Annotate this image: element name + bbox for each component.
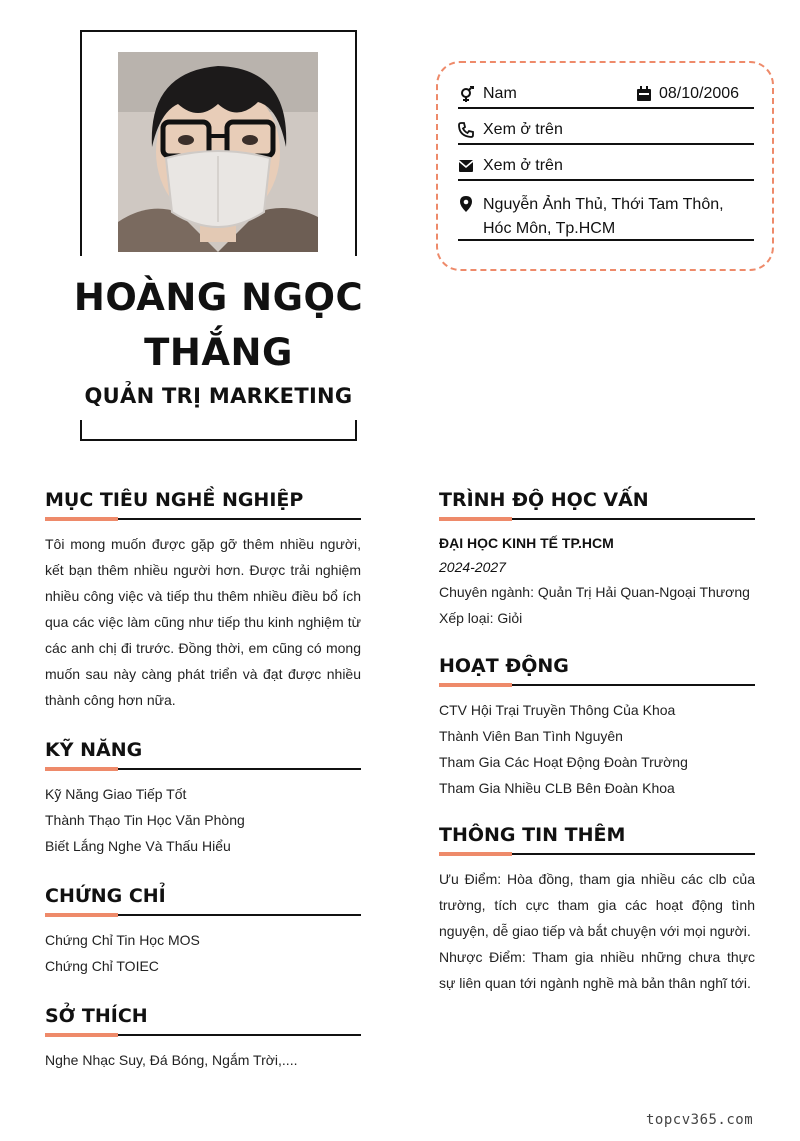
section-divider bbox=[45, 767, 361, 771]
school-name: ĐẠI HỌC KINH TẾ TP.HCM bbox=[439, 535, 614, 551]
section-hobbies bbox=[45, 1003, 361, 1073]
section-education bbox=[439, 487, 755, 631]
name-block bbox=[73, 30, 364, 441]
section-divider bbox=[439, 517, 755, 521]
phone-icon bbox=[458, 122, 474, 138]
gender-value: Nam bbox=[483, 85, 517, 102]
list-item: CTV Hội Trại Truyền Thông Của Khoa bbox=[439, 702, 676, 718]
section-divider bbox=[439, 683, 755, 687]
list-item: Chứng Chỉ Tin Học MOS bbox=[45, 932, 200, 948]
list-item: Kỹ Năng Giao Tiếp Tốt bbox=[45, 786, 187, 802]
email-value: Xem ở trên bbox=[483, 157, 563, 174]
birthday-value: 08/10/2006 bbox=[659, 85, 740, 102]
list-item: Biết Lắng Nghe Và Thấu Hiểu bbox=[45, 838, 231, 854]
section-divider bbox=[45, 517, 361, 521]
section-divider bbox=[45, 913, 361, 917]
section-title: TRÌNH ĐỘ HỌC VẤN bbox=[439, 489, 649, 511]
frame-line bbox=[355, 30, 357, 256]
address-value: Nguyễn Ảnh Thủ, Thới Tam Thôn, Hóc Môn, Tp.HCM bbox=[483, 196, 724, 237]
contact-box bbox=[436, 61, 774, 271]
section-activities bbox=[439, 653, 755, 801]
section-skills bbox=[45, 737, 361, 859]
profile-photo bbox=[118, 52, 318, 252]
study-years: 2024-2027 bbox=[439, 559, 506, 575]
location-icon bbox=[458, 196, 474, 212]
section-certificates bbox=[45, 883, 361, 979]
frame-line bbox=[355, 420, 357, 441]
section-title: THÔNG TIN THÊM bbox=[439, 824, 626, 846]
email-icon bbox=[458, 158, 474, 174]
section-divider bbox=[439, 852, 755, 856]
rank: Xếp loại: Giỏi bbox=[439, 610, 523, 626]
contact-row-gender-birthday bbox=[458, 81, 754, 109]
list-item: Thành Thạo Tin Học Văn Phòng bbox=[45, 812, 245, 828]
list-item: Tham Gia Các Hoạt Động Đoàn Trường bbox=[439, 754, 688, 770]
frame-line bbox=[80, 30, 82, 256]
frame-line bbox=[80, 439, 357, 441]
objective-text: Tôi mong muốn được gặp gỡ thêm nhiều người, kết bạn thêm nhiều người hơn. Được trải nghiệm nhiều công việc và tiếp thu thêm nhiều điều bổ ích qua các việc làm cũng như tiếp thu kinh nghiệm từ các anh chị đi trước. Đồng thời, em cũng có mong muốn sau này càng phát triển và đạt được nhiều thành công hơn nữa. bbox=[45, 536, 361, 708]
full-name: HOÀNG NGỌC THẮNG bbox=[73, 276, 364, 374]
section-divider bbox=[45, 1033, 361, 1037]
strengths-text: Ưu Điểm: Hòa đồng, tham gia nhiều các clb của trường, tích cực tham gia các hoạt động tình nguyện, dễ giao tiếp và bắt chuyện với mọi người. bbox=[439, 871, 755, 939]
section-title: KỸ NĂNG bbox=[45, 739, 143, 761]
job-title: QUẢN TRỊ MARKETING bbox=[84, 384, 353, 408]
section-objective bbox=[45, 487, 361, 713]
site-watermark: topcv365.com bbox=[646, 1112, 754, 1128]
section-title: CHỨNG CHỈ bbox=[45, 885, 166, 907]
gender-icon bbox=[458, 86, 474, 102]
weaknesses-text: Nhược Điểm: Tham gia nhiều những chưa thực sự liên quan tới ngành nghề mà bản thân nghĩ tới. bbox=[439, 949, 755, 991]
contact-row-email bbox=[458, 153, 754, 181]
list-item: Thành Viên Ban Tình Nguyên bbox=[439, 728, 623, 744]
calendar-icon bbox=[636, 86, 652, 102]
section-title: HOẠT ĐỘNG bbox=[439, 655, 569, 677]
frame-line bbox=[80, 30, 357, 32]
list-item: Tham Gia Nhiều CLB Bên Đoàn Khoa bbox=[439, 780, 675, 796]
frame-line bbox=[80, 420, 82, 441]
section-extra-info bbox=[439, 822, 755, 996]
section-title: MỤC TIÊU NGHỀ NGHIỆP bbox=[45, 489, 304, 511]
hobbies-text: Nghe Nhạc Suy, Đá Bóng, Ngắm Trời,.... bbox=[45, 1052, 298, 1068]
contact-row-phone bbox=[458, 117, 754, 145]
phone-value: Xem ở trên bbox=[483, 121, 563, 138]
contact-row-address bbox=[458, 189, 754, 241]
list-item: Chứng Chỉ TOIEC bbox=[45, 958, 159, 974]
section-title: SỞ THÍCH bbox=[45, 1005, 148, 1027]
major: Chuyên ngành: Quản Trị Hải Quan-Ngoại Thương bbox=[439, 584, 750, 600]
